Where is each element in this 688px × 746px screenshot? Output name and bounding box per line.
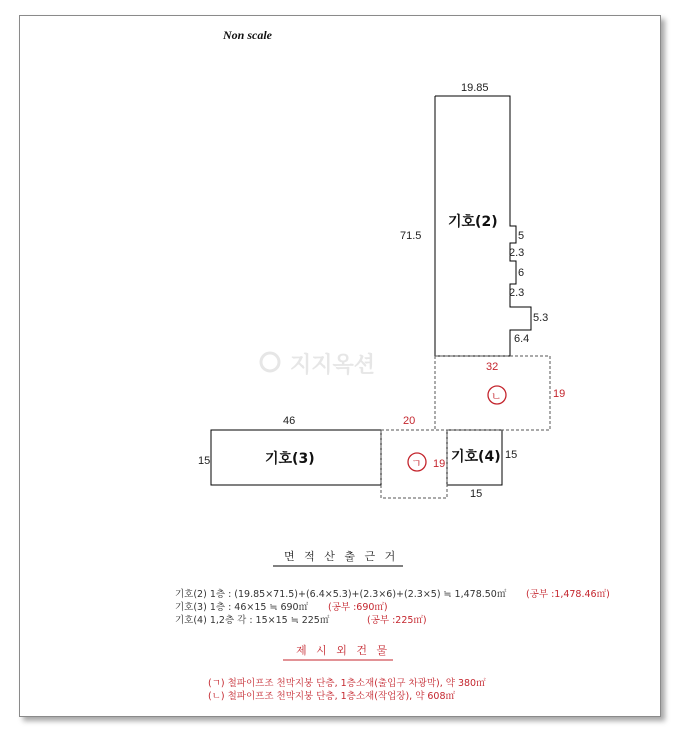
dim-step-3: 6: [518, 267, 525, 279]
dim-b3-left: 15: [198, 455, 211, 467]
dim-b3-top: 46: [283, 415, 296, 427]
area-row-1: [175, 588, 610, 600]
dim-g-top: 20: [403, 415, 416, 427]
area-row-3: [175, 614, 427, 626]
marker-n-text: ㄴ: [491, 391, 502, 403]
dim-g-side: 19: [433, 458, 446, 470]
marker-n: [488, 386, 506, 404]
dim-n-top: 32: [486, 361, 499, 373]
watermark-logo-icon: [261, 353, 279, 371]
dim-step-5: 5.3: [533, 312, 549, 324]
area-heading: 면 적 산 출 근 거: [284, 550, 399, 563]
dim-step-6: 6.4: [514, 333, 530, 345]
building-4-label: 기호(4): [451, 449, 501, 465]
building-2-label: 기호(2): [448, 214, 498, 230]
dim-b4-bottom: 15: [470, 488, 483, 500]
area-row-1-official: (공부 :1,478.46㎡): [526, 589, 610, 600]
dim-n-right: 19: [553, 388, 566, 400]
excluded-heading: 제 시 외 건 물: [296, 644, 391, 657]
watermark: [261, 352, 375, 378]
area-row-2-text: 기호(3) 1층 : 46×15 ≒ 690㎡: [175, 602, 309, 613]
area-row-1-text: 기호(2) 1층 : (19.85×71.5)+(6.4×5.3)+(2.3×6)+(2.3×5) ≒ 1,478.50㎡: [175, 589, 507, 600]
watermark-text: 지지옥션: [290, 353, 376, 378]
area-row-3-text: 기호(4) 1,2층 각 : 15×15 ≒ 225㎡: [175, 615, 330, 626]
dim-b2-left: 71.5: [400, 230, 422, 242]
dim-step-2: 2.3: [509, 247, 525, 259]
dim-b2-top: 19.85: [461, 82, 489, 94]
dim-step-4: 2.3: [509, 287, 525, 299]
dim-step-1: 5: [518, 230, 525, 242]
area-row-3-official: (공부 :225㎡): [367, 615, 427, 626]
marker-g-text: ㄱ: [411, 458, 422, 470]
area-row-2-official: (공부 :690㎡): [328, 602, 388, 613]
excluded-row-2: (ㄴ) 철파이프조 천막지붕 단층, 1층소재(작업장), 약 608㎡: [208, 691, 456, 702]
non-scale-note: Non scale: [223, 28, 272, 42]
excluded-row-1: (ㄱ) 철파이프조 천막지붕 단층, 1층소재(출입구 차광막), 약 380㎡: [208, 678, 486, 689]
building-3-label: 기호(3): [265, 451, 315, 467]
dim-b4-right: 15: [505, 449, 518, 461]
marker-g: [408, 453, 426, 471]
area-row-2: [175, 601, 388, 613]
